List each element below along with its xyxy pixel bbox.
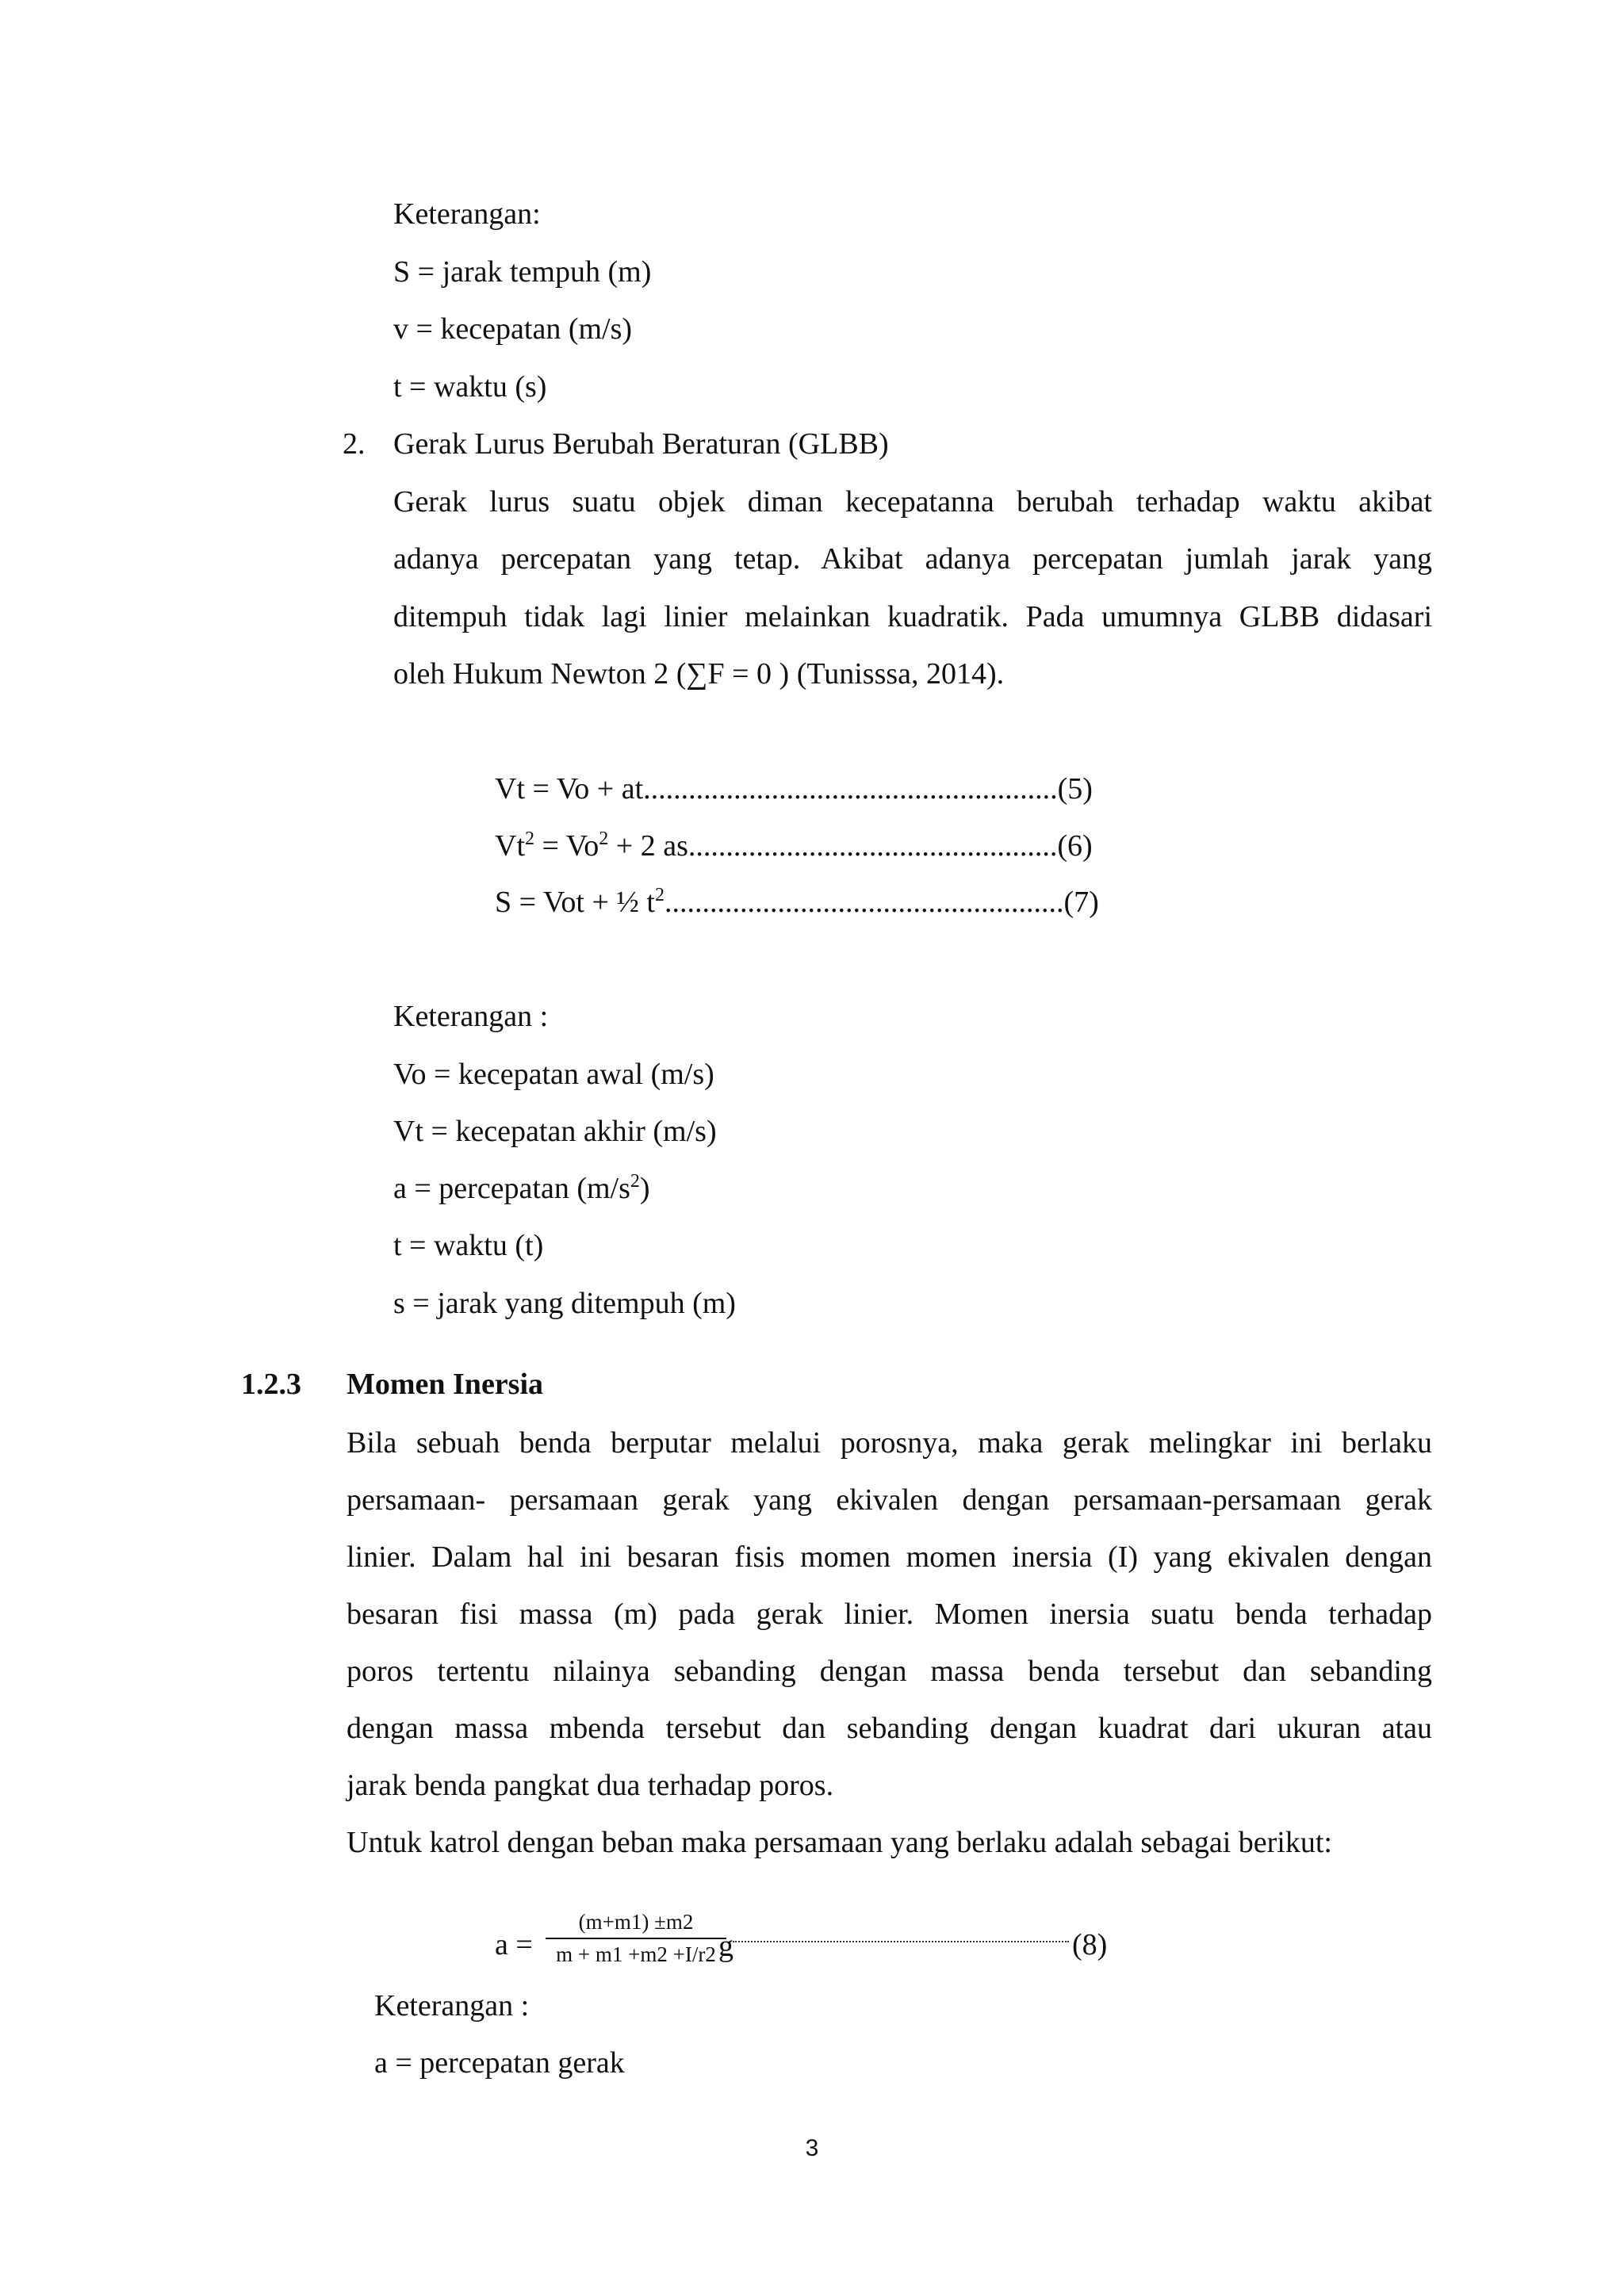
legend-a-gerak: a = percepatan gerak — [374, 2046, 625, 2080]
equation-6: $Vt^2 = Vo^2 + 2$ as.................................................(6) — [495, 828, 1093, 863]
keterangan-heading-2: Keterangan : — [393, 1000, 549, 1033]
legend-s-2: s = jarak yang ditempuh (m) — [393, 1287, 736, 1320]
glbb-paragraph-line-3: ditempuh tidak lagi linier melainkan kuadratik. Pada umumnya GLBB didasari — [393, 600, 1432, 633]
section-paragraph-line-4: besaran fisi massa (m) pada gerak linier. Momen inersia suatu benda terhadap — [347, 1598, 1432, 1631]
section-paragraph-line-3: linier. Dalam hal ini besaran fisis momen momen inersia (I) yang ekivalen dengan — [347, 1540, 1432, 1574]
section-title: Momen Inersia — [347, 1368, 544, 1401]
section-paragraph-line-6: dengan massa mbenda tersebut dan sebanding dengan kuadrat dari ukuran atau — [347, 1712, 1432, 1745]
section-number: 1.2.3 — [241, 1368, 301, 1401]
legend-v: v = kecepatan (m/s) — [393, 312, 633, 346]
formula-8-lhs: a = — [495, 1928, 533, 1961]
legend-t: t = waktu (s) — [393, 370, 547, 404]
formula-intro: Untuk katrol dengan beban maka persamaan yang berlaku adalah sebagai berikut: — [347, 1826, 1332, 1859]
keterangan-heading-1: Keterangan: — [393, 197, 541, 231]
legend-a: a = percepatan $(m/s^2)$ — [393, 1171, 650, 1205]
formula-8-denominator: m + m1 +m2 +I/r2 — [556, 1942, 716, 1966]
formula-8-dot-leader — [733, 1941, 1069, 1942]
page-number: 3 — [805, 2135, 819, 2161]
legend-vo: Vo = kecepatan awal (m/s) — [393, 1058, 714, 1091]
section-paragraph-line-1: Bila sebuah benda berputar melalui porosnya, maka gerak melingkar ini berlaku — [347, 1426, 1432, 1460]
glbb-paragraph-line-1: Gerak lurus suatu objek diman kecepatanna berubah terhadap waktu akibat — [393, 485, 1432, 519]
formula-8-numerator: (m+m1) ±m2 — [578, 1910, 694, 1934]
section-paragraph-line-5: poros tertentu nilainya sebanding dengan massa benda tersebut dan sebanding — [347, 1655, 1432, 1688]
section-paragraph-line-2: persamaan- persamaan gerak yang ekivalen dengan persamaan-persamaan gerak — [347, 1483, 1432, 1517]
equation-7: S = Vot + ½ $t^2.....................................................(7)$ — [495, 885, 1099, 919]
glbb-paragraph-line-2: adanya percepatan yang tetap. Akibat adanya percepatan jumlah jarak yang — [393, 542, 1432, 576]
list-number-2: 2. — [343, 427, 366, 461]
formula-8-number: (8) — [1072, 1928, 1108, 1961]
legend-vt: Vt = kecepatan akhir (m/s) — [393, 1115, 717, 1148]
formula-8-g: g — [718, 1930, 733, 1963]
legend-s: S = jarak tempuh (m) — [393, 255, 652, 289]
formula-8-fraction — [546, 1908, 726, 1968]
equation-5: Vt = Vo + at.......................................................(5) — [495, 772, 1093, 806]
legend-t-2: t = waktu (t) — [393, 1229, 544, 1262]
section-paragraph-line-7: jarak benda pangkat dua terhadap poros. — [347, 1769, 834, 1802]
glbb-title: Gerak Lurus Berubah Beraturan (GLBB) — [393, 427, 889, 461]
glbb-paragraph-line-4: oleh Hukum Newton 2 (∑F = 0 ) (Tunisssa, 2014). — [393, 657, 1005, 691]
keterangan-heading-3: Keterangan : — [374, 1989, 530, 2022]
